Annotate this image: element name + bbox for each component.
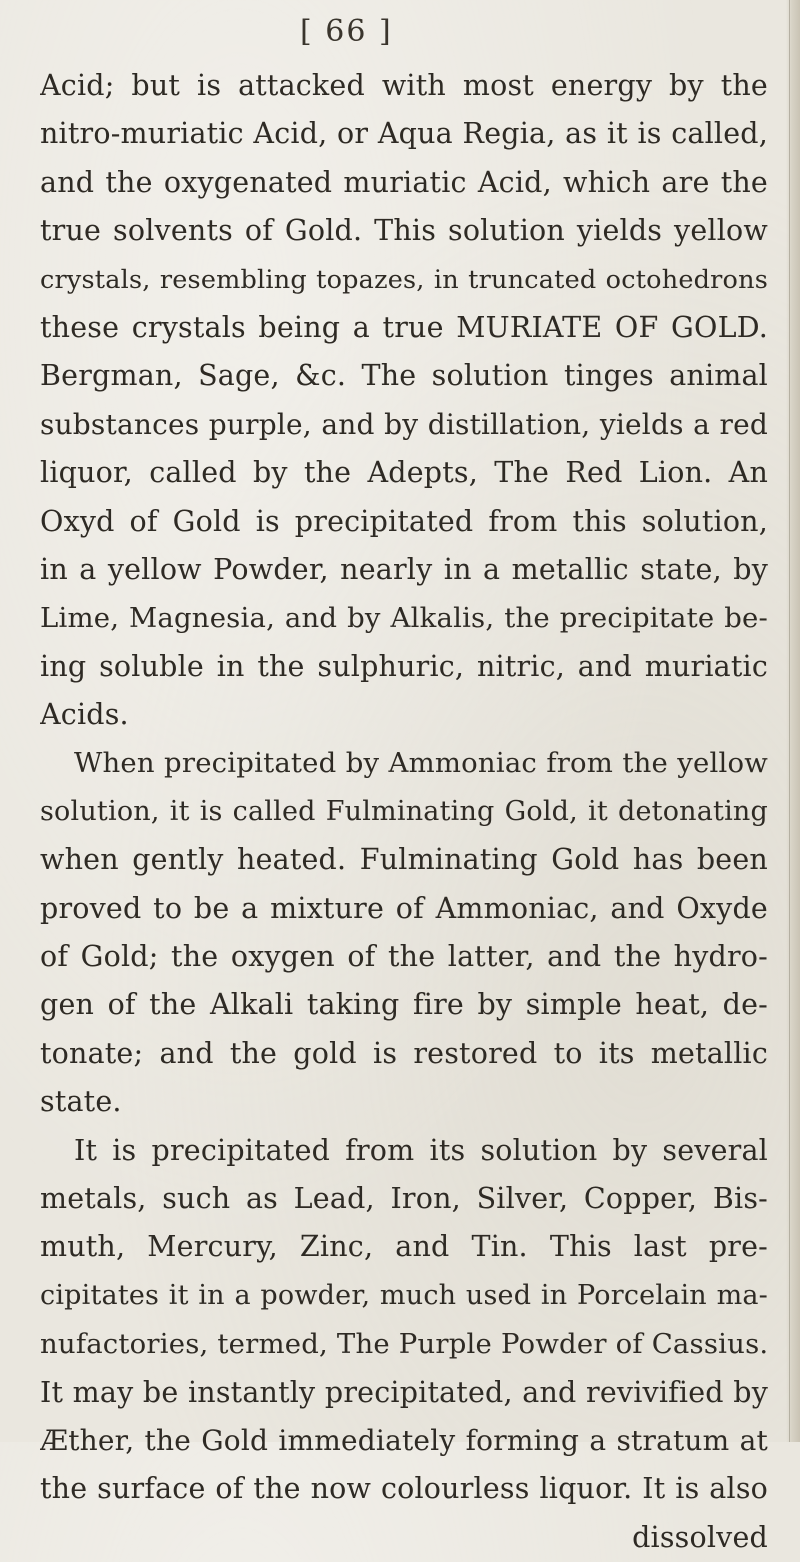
text-line: solution, it is called Fulminating Gold, it detonating [40,795,768,827]
text-line: It is precipitated from its solution by several [74,1133,768,1167]
body-text [40,62,768,1562]
text-line: liquor, called by the Adepts, The Red Lion. An [40,456,768,490]
text-line: tonate; and the gold is restored to its metallic [40,1036,768,1070]
page-edge-line [789,0,790,1442]
text-line: gen of the Alkali taking fire by simple heat, de- [40,988,768,1022]
text-line: the surface of the now colourless liquor. It is also [40,1472,768,1506]
text-line: cipitates it in a powder, much used in Porcelain ma- [40,1279,768,1311]
text-line: proved to be a mixture of Ammoniac, and Oxyde [40,891,768,925]
text-line: of Gold; the oxygen of the latter, and the hydro- [40,940,768,974]
text-line: Acids. [40,698,129,732]
text-line: these crystals being a true MURIATE OF GOLD. [40,310,768,344]
text-line: substances purple, and by distillation, yields a red [40,407,768,441]
text-line: Lime, Magnesia, and by Alkalis, the precipitate be- [40,602,768,635]
text-line: It may be instantly precipitated, and revivified by [40,1375,768,1409]
text-line: nitro-muriatic Acid, or Aqua Regia, as it is called, [40,117,768,151]
text-line: metals, such as Lead, Iron, Silver, Copper, Bis- [40,1181,768,1215]
text-line: Bergman, Sage, &c. The solution tinges animal [40,359,768,393]
text-line: When precipitated by Ammoniac from the yellow [74,747,768,780]
text-line: Oxyd of Gold is precipitated from this solution, [40,504,768,538]
text-line: ing soluble in the sulphuric, nitric, and muriatic [40,649,768,683]
text-line: in a yellow Powder, nearly in a metallic state, by [40,552,768,586]
text-line: muth, Mercury, Zinc, and Tin. This last pre- [40,1230,768,1264]
text-line: crystals, resembling topazes, in truncated octohedrons [40,264,768,295]
text-line: true solvents of Gold. This solution yields yellow [40,214,768,248]
text-line: dissolved [632,1520,768,1554]
text-line: Æther, the Gold immediately forming a stratum at [40,1423,768,1457]
text-line: state. [40,1085,122,1119]
text-line: nufactories, termed, The Purple Powder of Cassius. [40,1328,768,1361]
text-line: when gently heated. Fulminating Gold has been [40,843,768,877]
text-line: Acid; but is attacked with most energy by the [40,69,768,102]
page-number: [ 66 ] [300,14,393,49]
text-line: and the oxygenated muriatic Acid, which are the [40,165,768,199]
